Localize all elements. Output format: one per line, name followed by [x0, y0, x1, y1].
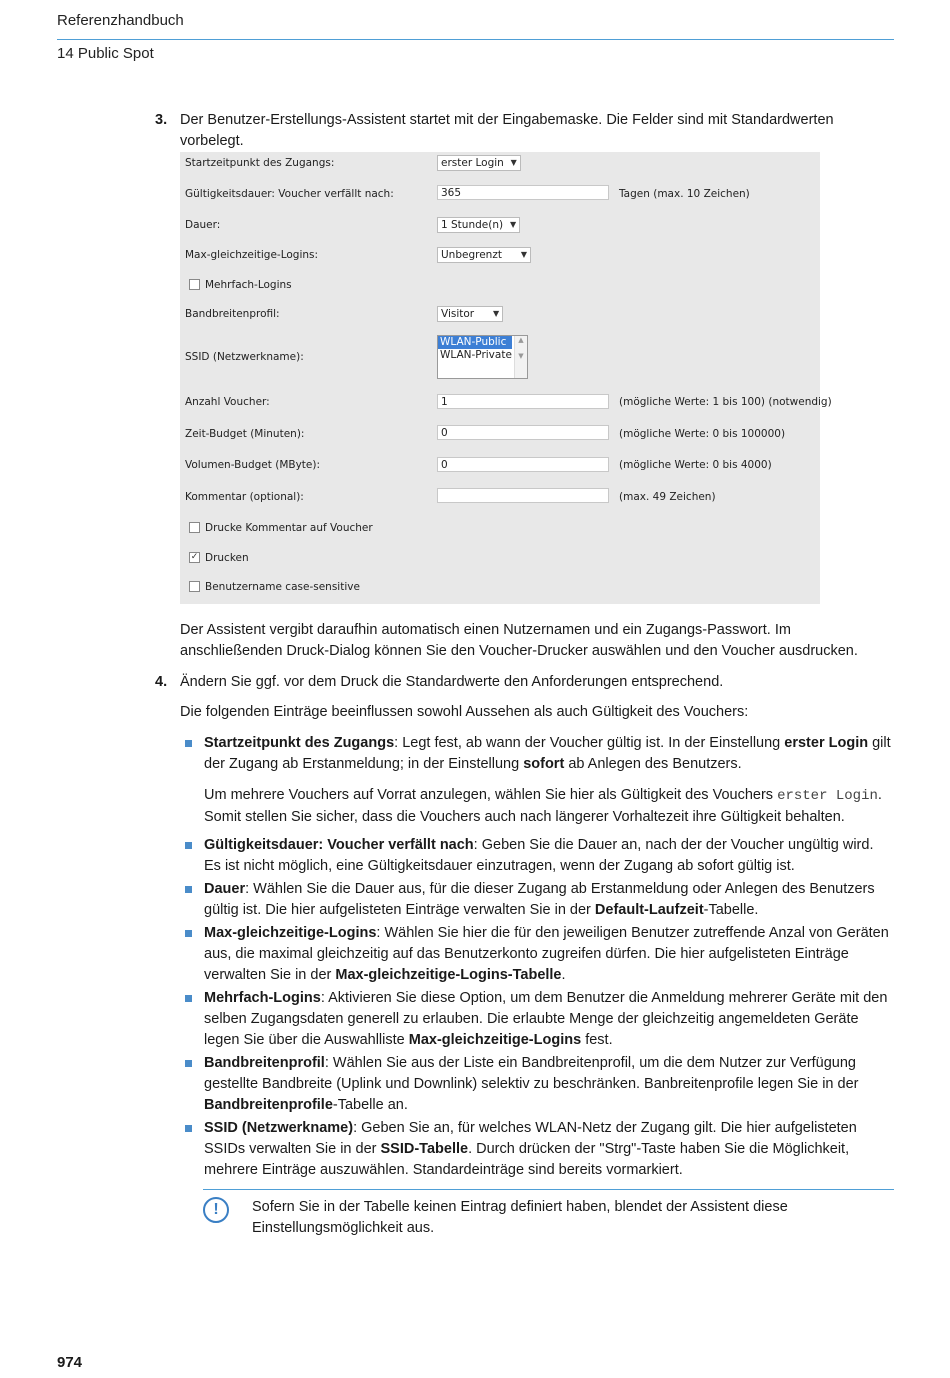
- bullet-square-icon: [185, 930, 192, 937]
- note-divider: [203, 1189, 894, 1190]
- list-item-text: Startzeitpunkt des Zugangs: Legt fest, ab wann der Voucher gültig ist. In der Einstellung erster Login gilt der Zugang ab Erstanmeldung; in der Einstellung sofort ab Anlegen des Benutzers.: [204, 735, 891, 772]
- duration-select[interactable]: [437, 217, 520, 233]
- start-select[interactable]: [437, 155, 521, 171]
- list-item-text: Max-gleichzeitige-Logins: Wählen Sie hier die für den jeweiligen Benutzer zutreffende Anzal von Geräten aus, die maximal gleichzeitig auf das Benutzerkonto zugreifen dürfen. Die hier aufgelisteten Einträge verwalten Sie in der Max-gleichzeitige-Logins-Tabelle.: [204, 925, 889, 983]
- comment-input[interactable]: [437, 488, 609, 503]
- info-icon: !: [203, 1197, 229, 1223]
- page-number: 974: [57, 1354, 83, 1371]
- header-divider: [57, 39, 894, 40]
- duration-label: Dauer:: [185, 219, 221, 231]
- list-item-text: SSID (Netzwerkname): Geben Sie an, für welches WLAN-Netz der Zugang gilt. Die hier aufgelisteten SSIDs verwalten Sie in der SSID-Tabelle. Durch drücken der "Strg"-Taste haben Sie die Möglichkeit, mehrere Einträge auszuwählen. Standardeinträge sind bereits vormarkiert.: [204, 1120, 857, 1178]
- case-sensitive-checkbox[interactable]: [189, 581, 200, 592]
- case-sensitive-label: Benutzername case-sensitive: [205, 581, 360, 593]
- print-label: Drucken: [205, 552, 249, 564]
- step-text: Ändern Sie ggf. vor dem Druck die Standardwerte den Anforderungen entsprechend.: [180, 674, 724, 690]
- volume-budget-label: Volumen-Budget (MByte):: [185, 459, 321, 471]
- intro-paragraph: Die folgenden Einträge beeinflussen sowohl Aussehen als auch Gültigkeit des Vouchers:: [180, 704, 749, 720]
- bandwidth-select[interactable]: [437, 306, 503, 322]
- ssid-option[interactable]: WLAN-Public: [438, 336, 512, 349]
- bullet-square-icon: [185, 740, 192, 747]
- ssid-label: SSID (Netzwerkname):: [185, 351, 304, 363]
- voucher-count-hint: (mögliche Werte: 1 bis 100) (notwendig): [619, 396, 832, 408]
- note-text: Sofern Sie in der Tabelle keinen Eintrag definiert haben, blendet der Assistent diese Einstellungsmöglichkeit aus.: [252, 1199, 788, 1236]
- start-label: Startzeitpunkt des Zugangs:: [185, 157, 335, 169]
- running-header-chapter: 14 Public Spot: [57, 45, 154, 62]
- bullet-square-icon: [185, 995, 192, 1002]
- list-item-text: Mehrfach-Logins: Aktivieren Sie diese Option, um dem Benutzer die Anmeldung mehrerer Geräte mit den selben Zugangsdaten generell zu erlauben. Die erlaubte Menge der gleichzeitig angemeldeten Geräte legen Sie über die Auswahlliste Max-gleichzeitige-Logins fest.: [204, 990, 888, 1048]
- validity-label: Gültigkeitsdauer: Voucher verfällt nach:: [185, 188, 394, 200]
- time-budget-hint: (mögliche Werte: 0 bis 100000): [619, 428, 786, 440]
- comment-label: Kommentar (optional):: [185, 491, 304, 503]
- ssid-listbox[interactable]: [437, 335, 528, 379]
- print-checkbox[interactable]: ✓: [190, 552, 199, 562]
- after-form-paragraph: Der Assistent vergibt daraufhin automatisch einen Nutzernamen und ein Zugangs-Passwort. Im anschließenden Druck-Dialog können Sie den Voucher-Drucker auswählen und den Voucher ausdrucken.: [180, 622, 858, 659]
- bandwidth-label: Bandbreitenprofil:: [185, 308, 280, 320]
- validity-hint: Tagen (max. 10 Zeichen): [619, 188, 750, 200]
- volume-budget-hint: (mögliche Werte: 0 bis 4000): [619, 459, 772, 471]
- print-comment-checkbox[interactable]: [189, 522, 200, 533]
- step-text: Der Benutzer-Erstellungs-Assistent startet mit der Eingabemaske. Die Felder sind mit Standardwerten vorbelegt.: [180, 112, 834, 149]
- list-item-text: Bandbreitenprofil: Wählen Sie aus der Liste ein Bandbreitenprofil, um die dem Nutzer zur Verfügung gestellte Bandbreite (Uplink und Downlink) selektiv zu beschränken. Banbreitenprofile legen Sie in der Bandbreitenprofile-Tabelle an.: [204, 1055, 859, 1113]
- running-header-title: Referenzhandbuch: [57, 12, 184, 29]
- list-item-text: Gültigkeitsdauer: Voucher verfällt nach: Geben Sie die Dauer an, nach der der Voucher ungültig wird. Es ist nicht möglich, eine Gültigkeitsdauer einzutragen, wenn der Zugang ab sofort gültig ist.: [204, 837, 874, 874]
- multilogin-label: Mehrfach-Logins: [205, 279, 292, 291]
- chevron-down-icon: ▼: [492, 309, 500, 318]
- validity-input[interactable]: 365: [437, 185, 609, 200]
- chevron-down-icon: ▼: [509, 220, 517, 229]
- list-item-text: Dauer: Wählen Sie die Dauer aus, für die dieser Zugang ab Erstanmeldung oder Anlegen des Benutzers gültig ist. Die hier aufgelisteten Einträge verwalten Sie in der Default-Laufzeit-Tabelle.: [204, 881, 875, 918]
- maxlogins-select[interactable]: [437, 247, 531, 263]
- multilogin-checkbox[interactable]: [189, 279, 200, 290]
- print-comment-label: Drucke Kommentar auf Voucher: [205, 522, 373, 534]
- bullet-square-icon: [185, 1060, 192, 1067]
- list-item-text: Um mehrere Vouchers auf Vorrat anzulegen, wählen Sie hier als Gültigkeit des Vouchers erster Login. Somit stellen Sie sicher, dass die Vouchers auch nach längerer Vorhaltezeit ihre Gültigkeit behalten.: [204, 787, 882, 825]
- volume-budget-input[interactable]: 0: [437, 457, 609, 472]
- step-number: 3.: [155, 112, 168, 128]
- chevron-down-icon: ▼: [520, 250, 527, 259]
- time-budget-label: Zeit-Budget (Minuten):: [185, 428, 305, 440]
- ssid-option[interactable]: WLAN-Private: [440, 349, 512, 361]
- maxlogins-select-value: Unbegrenzt: [441, 249, 502, 261]
- voucher-form-screenshot: [180, 152, 832, 604]
- step-number: 4.: [155, 674, 168, 690]
- duration-select-value: 1 Stunde(n): [441, 219, 504, 231]
- chevron-down-icon: ▼: [510, 158, 517, 167]
- listbox-scrollbar[interactable]: ▲ ▼: [514, 336, 527, 378]
- comment-hint: (max. 49 Zeichen): [619, 491, 716, 503]
- bullet-square-icon: [185, 842, 192, 849]
- voucher-count-input[interactable]: 1: [437, 394, 609, 409]
- start-select-value: erster Login: [441, 157, 504, 169]
- bandwidth-select-value: Visitor: [441, 308, 475, 320]
- voucher-count-label: Anzahl Voucher:: [185, 396, 270, 408]
- maxlogins-label: Max-gleichzeitige-Logins:: [185, 249, 319, 261]
- bullet-square-icon: [185, 1125, 192, 1132]
- time-budget-input[interactable]: 0: [437, 425, 609, 440]
- bullet-square-icon: [185, 886, 192, 893]
